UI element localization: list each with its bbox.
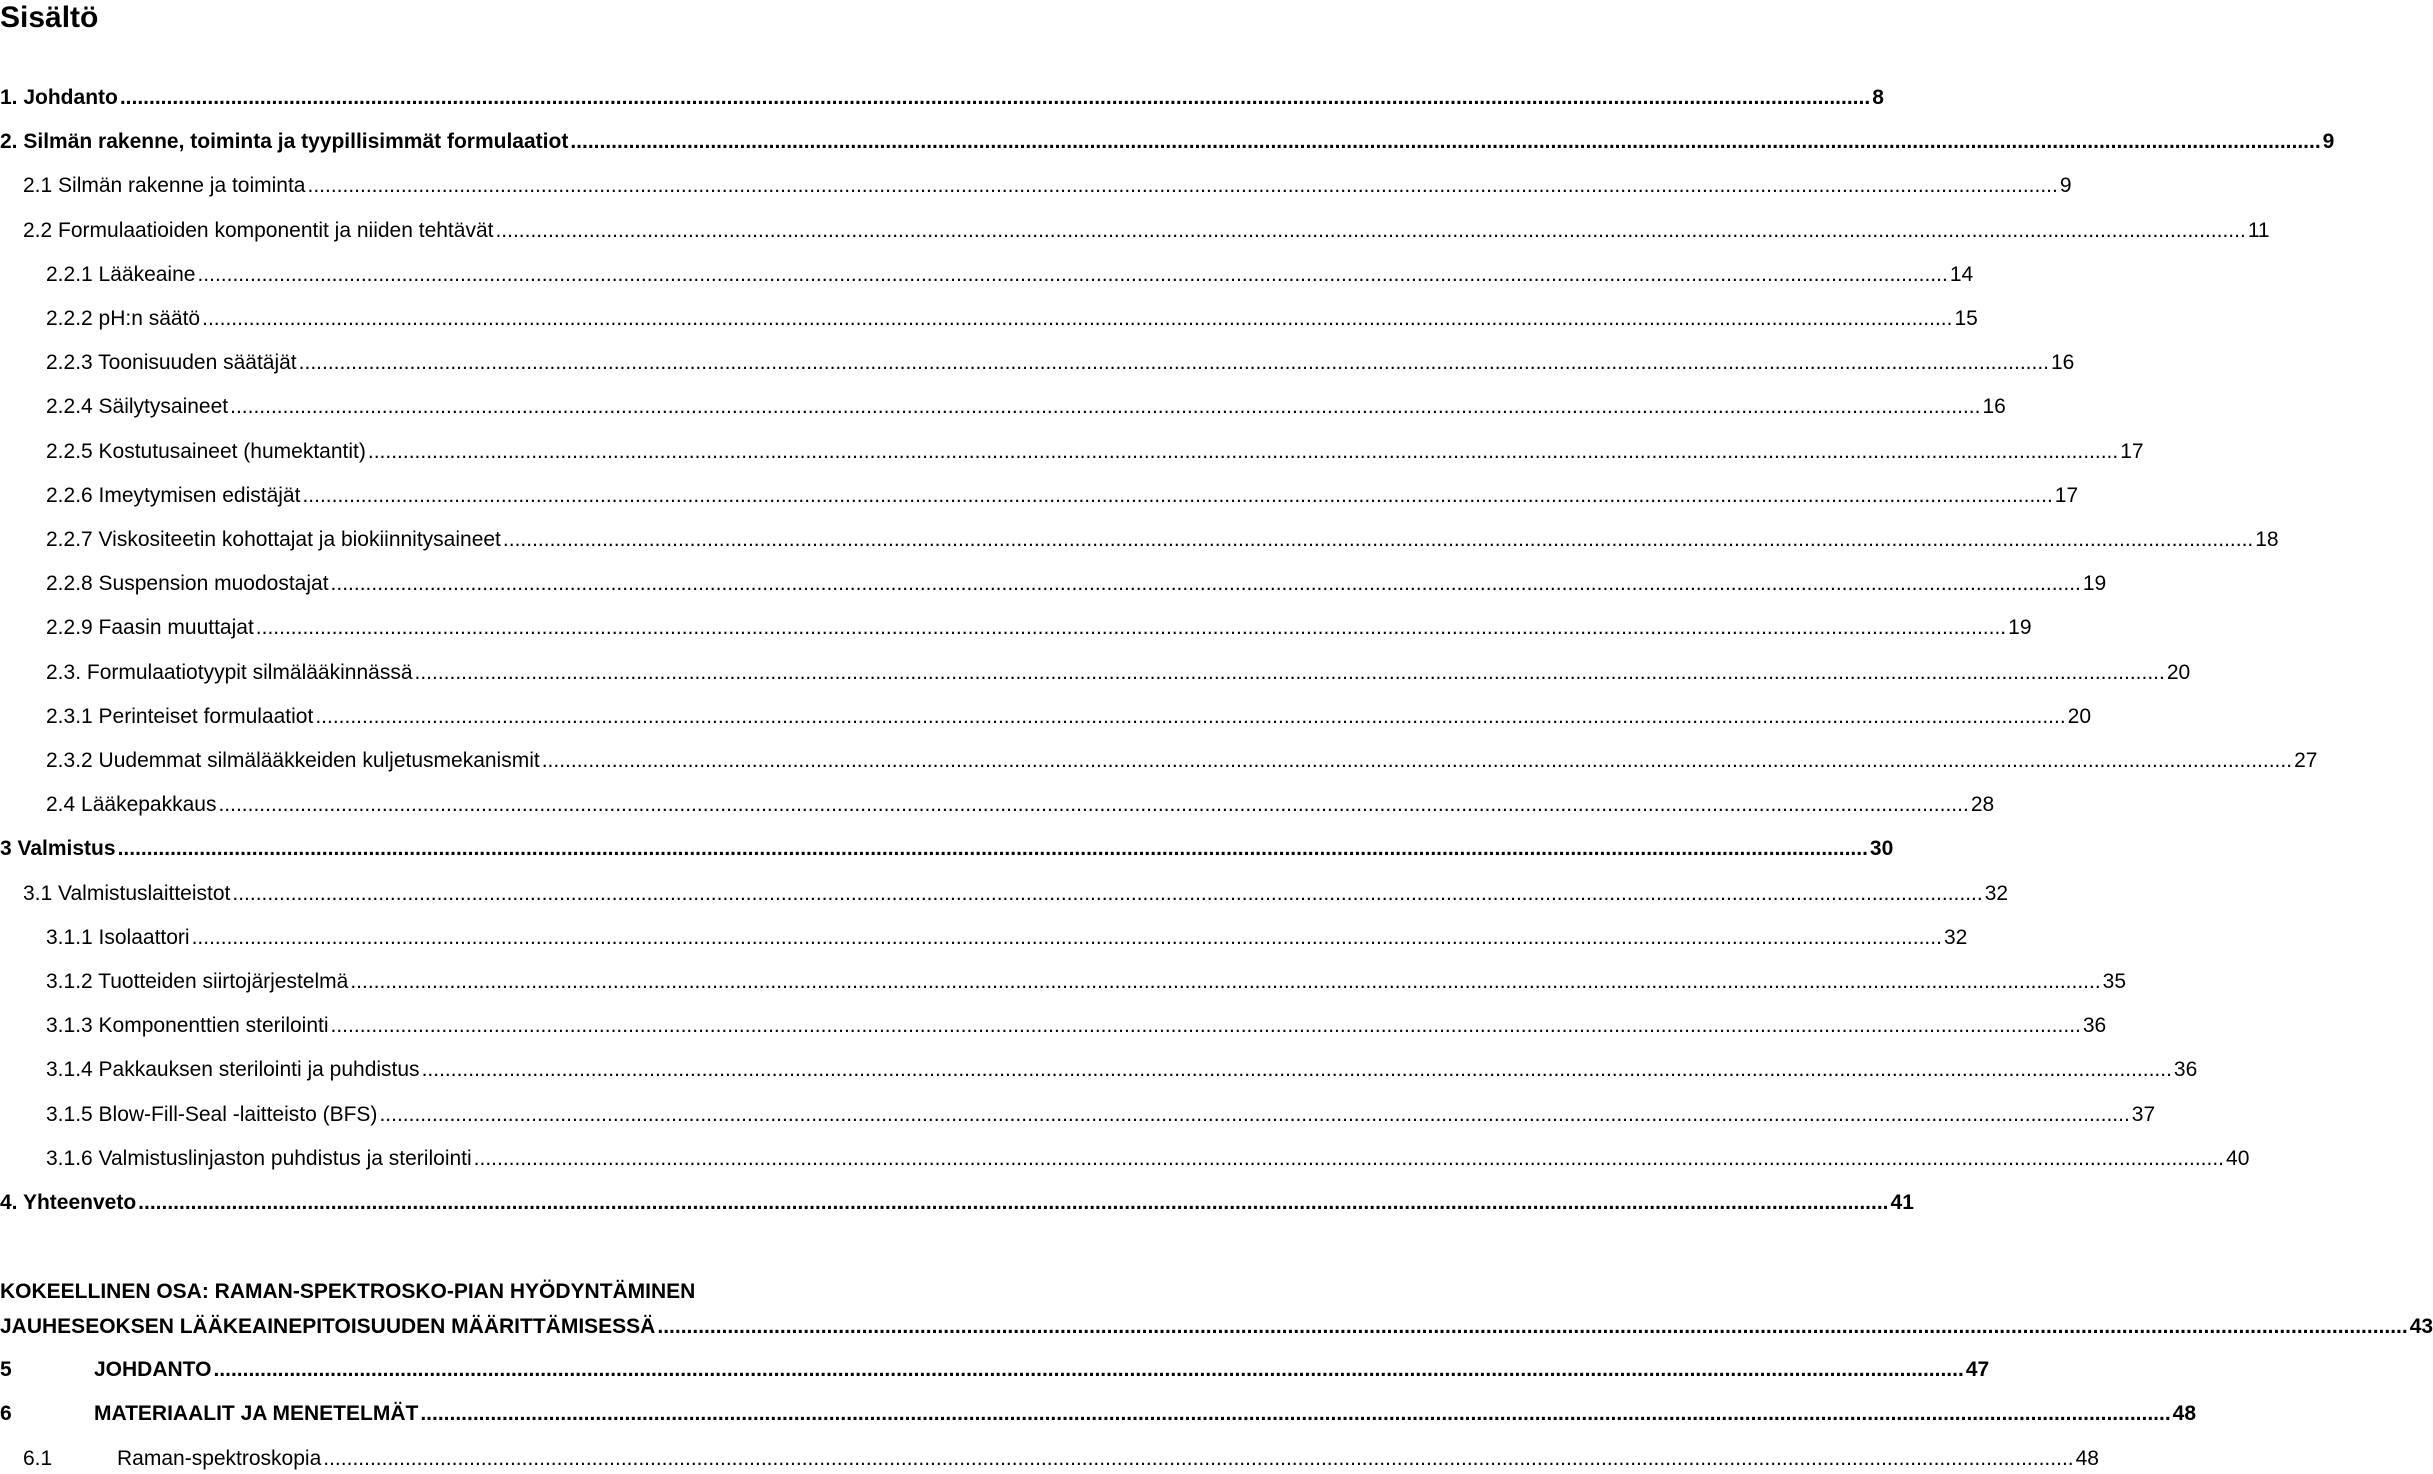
toc-label [46,304,200,334]
toc-leader-dots: ............................................................................................................................................................................................................................................................................................................ [367,439,2119,463]
toc-entry[interactable] [46,746,2318,776]
toc-entry[interactable] [46,658,2191,688]
toc-label-text: 1. Johdanto [0,86,118,109]
toc-page-number: 20 [2067,704,2092,728]
toc-page-number: 32 [1984,881,2009,905]
toc-label [46,1055,420,1085]
toc-label [0,1188,136,1218]
toc-page-number: 9 [2059,174,2072,198]
toc-label-text: 3.1.4 Pakkauksen sterilointi ja puhdistus [46,1058,420,1082]
toc-label [0,83,118,113]
toc-label-text: 2.2.2 pH:n säätö [46,307,201,330]
toc-entry[interactable] [46,525,2279,555]
toc-leader-dots: ............................................................................................................................................................................................................................................................................................................ [420,1402,2171,1426]
toc-leader-dots: ............................................................................................................................................................................................................................................................................................................ [330,1014,2081,1038]
toc-page-number: 40 [2226,1146,2250,1170]
toc-page-number: 48 [2075,1446,2099,1470]
toc-leader-dots: ............................................................................................................................................................................................................................................................................................................ [138,1191,1889,1214]
toc-page-number: 18 [2255,528,2279,551]
toc-leader-dots: ............................................................................................................................................................................................................................................................................................................ [213,1358,1964,1381]
toc-label-text: 4. Yhteenveto [0,1191,137,1214]
toc-page-number: 14 [1949,262,1974,286]
toc-leader-dots: ............................................................................................................................................................................................................................................................................................................ [232,881,1983,905]
toc-label-text: 2. Silmän rakenne, toiminta ja tyypillisimmät formulaatiot [0,130,569,154]
toc-label-text: 3.1.3 Komponenttien sterilointi [46,1014,329,1038]
toc-label [23,171,306,201]
toc-label-text: 2.2.4 Säilytysaineet [46,395,229,419]
toc-entry[interactable] [46,392,2006,422]
toc-page-number: 47 [1965,1358,1990,1381]
toc-label-text: 3.1.6 Valmistuslinjaston puhdistus ja sterilointi [46,1146,472,1170]
toc-label [46,569,329,599]
toc-label-text: 2.1 Silmän rakenne ja toiminta [23,174,306,198]
page-title: Sisältö [0,1,99,34]
toc-page-number: 48 [2172,1402,2197,1426]
toc-label [46,613,254,643]
toc-page-number: 16 [1982,395,2006,419]
toc-label [0,834,116,864]
toc-label-text: 2.2.1 Lääkeaine [46,262,196,286]
toc-label [46,746,540,776]
toc-label-text: 2.2.7 Viskositeetin kohottajat ja biokiinnitysaineet [46,528,501,551]
toc-label-text: JOHDANTO [94,1358,212,1381]
toc-label-text: 2.3. Formulaatiotyypit silmälääkinnässä [46,660,413,684]
toc-section-number: 6 [0,1402,12,1426]
toc-label-text: 2.4 Lääkepakkaus [46,793,217,817]
toc-leader-dots: ............................................................................................................................................................................................................................................................................................................ [502,528,2254,551]
toc-label-text: 3.1.2 Tuotteiden siirtojärjestelmä [46,970,349,993]
toc-label-text: Raman-spektroskopia [117,1446,322,1470]
toc-entry[interactable] [46,967,2127,997]
toc-page-number: 19 [2008,616,2032,640]
toc-leader-dots: ............................................................................................................................................................................................................................................................................................................ [218,793,1969,817]
toc-section-number: 6.1 [23,1446,53,1470]
experimental-heading-line1: KOKEELLINEN OSA: RAMAN-SPEKTROSKO-PIAN HYÖDYNTÄMINEN [0,1280,696,1303]
toc-leader-dots: ............................................................................................................................................................................................................................................................................................................ [307,174,2058,198]
toc-leader-dots: ............................................................................................................................................................................................................................................................................................................ [414,660,2165,684]
toc-entry[interactable] [46,437,2144,467]
toc-page-number: 17 [2120,439,2144,463]
toc-label-text: 2.3.2 Uudemmat silmälääkkeiden kuljetusmekanismit [46,749,540,772]
toc-page-number: 43 [2409,1315,2433,1338]
toc-label-text: 2.2.3 Toonisuuden säätäjät [46,351,297,375]
toc-leader-dots: ............................................................................................................................................................................................................................................................................................................ [230,395,1981,419]
toc-leader-dots: ............................................................................................................................................................................................................................................................................................................ [298,351,2049,375]
toc-label [46,348,297,378]
toc-label [46,481,300,511]
toc-entry[interactable] [46,1011,2107,1041]
toc-leader-dots: ............................................................................................................................................................................................................................................................................................................ [570,130,2321,154]
toc-entry[interactable] [23,171,2072,201]
toc-entry[interactable] [46,702,2092,732]
toc-page-number: 20 [2166,660,2191,684]
toc-page-number: 9 [2322,130,2335,154]
toc-page-number: 32 [1943,925,1968,949]
toc-leader-dots: ............................................................................................................................................................................................................................................................................................................ [379,1102,2130,1126]
toc-page-number: 35 [2102,970,2127,993]
toc-entry[interactable] [46,569,2107,599]
toc-label-text: 2.2.5 Kostutusaineet (humektantit) [46,439,366,463]
toc-leader-dots: ............................................................................................................................................................................................................................................................................................................ [119,86,1871,109]
toc-label [0,127,568,157]
toc-entry[interactable] [46,790,1995,820]
toc-leader-dots: ............................................................................................................................................................................................................................................................................................................ [421,1058,2172,1082]
toc-entry[interactable] [0,1188,1914,1218]
toc-leader-dots: ............................................................................................................................................................................................................................................................................................................ [323,1446,2074,1470]
experimental-heading-line2-row[interactable] [0,1312,2433,1342]
toc-entry[interactable] [23,216,2270,246]
toc-page-number: 30 [1869,837,1894,861]
toc-leader-dots: ............................................................................................................................................................................................................................................................................................................ [117,837,1868,861]
toc-label: JAUHESEOKSEN LÄÄKEAINEPITOISUUDEN MÄÄRITTÄMISESSÄ [0,1315,656,1338]
toc-label-text: 3.1.1 Isolaattori [46,925,190,949]
toc-leader-dots: ............................................................................................................................................................................................................................................................................................................ [350,970,2101,993]
toc-page-number: 36 [2173,1058,2198,1082]
toc-leader-dots: ............................................................................................................................................................................................................................................................................................................ [495,218,2246,242]
toc-entry[interactable] [0,1355,1990,1385]
toc-entry[interactable] [46,304,1978,334]
toc-label [46,967,348,997]
toc-page-number: 41 [1890,1191,1914,1214]
toc-page-number: 19 [2082,572,2107,596]
toc-page-number: 17 [2054,483,2079,507]
toc-entry[interactable] [46,613,2032,643]
toc-page-number: 36 [2082,1014,2107,1038]
toc-label [46,1100,377,1130]
toc-entry[interactable] [0,127,2335,157]
toc-label [0,1399,418,1429]
toc-entry[interactable] [46,481,2079,511]
toc-label [46,260,195,290]
toc-page-number: 28 [1970,793,1995,817]
toc-page-number: 16 [2051,351,2075,375]
toc-label [23,216,493,246]
toc-leader-dots: ............................................................................................................................................................................................................................................................................................................ [473,1146,2225,1170]
toc-page-number: 11 [2247,218,2270,242]
toc-section-number: 5 [0,1358,12,1381]
toc-label [0,1355,211,1385]
toc-leader-dots: ............................................................................................................................................................................................................................................................................................................ [197,262,1948,286]
toc-label-text: 2.2.9 Faasin muuttajat [46,616,254,640]
toc-label [23,1444,321,1474]
toc-label-text: 3.1.5 Blow-Fill-Seal -laitteisto (BFS) [46,1102,378,1126]
toc-label [46,1011,329,1041]
toc-label [46,702,313,732]
toc-leader-dots: ............................................................................................................................................................................................................................................................................................................ [657,1315,2408,1338]
toc-entry[interactable] [46,1055,2198,1085]
toc-leader-dots: ............................................................................................................................................................................................................................................................................................................ [191,925,1942,949]
toc-page-number: 8 [1872,86,1884,109]
toc-leader-dots: ............................................................................................................................................................................................................................................................................................................ [255,616,2007,640]
toc-label-text: 2.2.6 Imeytymisen edistäjät [46,483,301,507]
toc-entry[interactable] [46,348,2075,378]
toc-leader-dots: ............................................................................................................................................................................................................................................................................................................ [541,749,2293,772]
toc-label [46,525,501,555]
toc-label [23,879,230,909]
toc-entry[interactable] [46,1100,2156,1130]
toc-label-text: 2.3.1 Perinteiset formulaatiot [46,704,314,728]
toc-label [46,923,190,953]
toc-label-text: 3.1 Valmistuslaitteistot [23,881,231,905]
toc-leader-dots: ............................................................................................................................................................................................................................................................................................................ [302,483,2053,507]
toc-leader-dots: ............................................................................................................................................................................................................................................................................................................ [202,307,1953,330]
toc-entry[interactable] [0,83,1884,113]
toc-label [46,437,366,467]
toc-page-number: 27 [2294,749,2318,772]
toc-label [46,790,216,820]
toc-entry[interactable] [23,1444,2099,1474]
toc-label [46,658,413,688]
toc-leader-dots: ............................................................................................................................................................................................................................................................................................................ [315,704,2066,728]
toc-entry[interactable] [0,834,1894,864]
toc-entry[interactable] [46,1144,2250,1174]
toc-page-number: 37 [2131,1102,2156,1126]
toc-entry[interactable] [23,879,2009,909]
toc-label [46,1144,472,1174]
toc-page-number: 15 [1954,307,1978,330]
toc-entry[interactable] [0,1399,2197,1429]
toc-entry[interactable] [46,923,1968,953]
toc-label-text: MATERIAALIT JA MENETELMÄT [94,1402,419,1426]
toc-label-text: 2.2 Formulaatioiden komponentit ja niiden tehtävät [23,218,494,242]
toc-label [46,392,228,422]
toc-label-text: 2.2.8 Suspension muodostajat [46,572,329,596]
toc-leader-dots: ............................................................................................................................................................................................................................................................................................................ [330,572,2081,596]
toc-entry[interactable] [46,260,1974,290]
toc-label-text: 3 Valmistus [0,837,116,861]
